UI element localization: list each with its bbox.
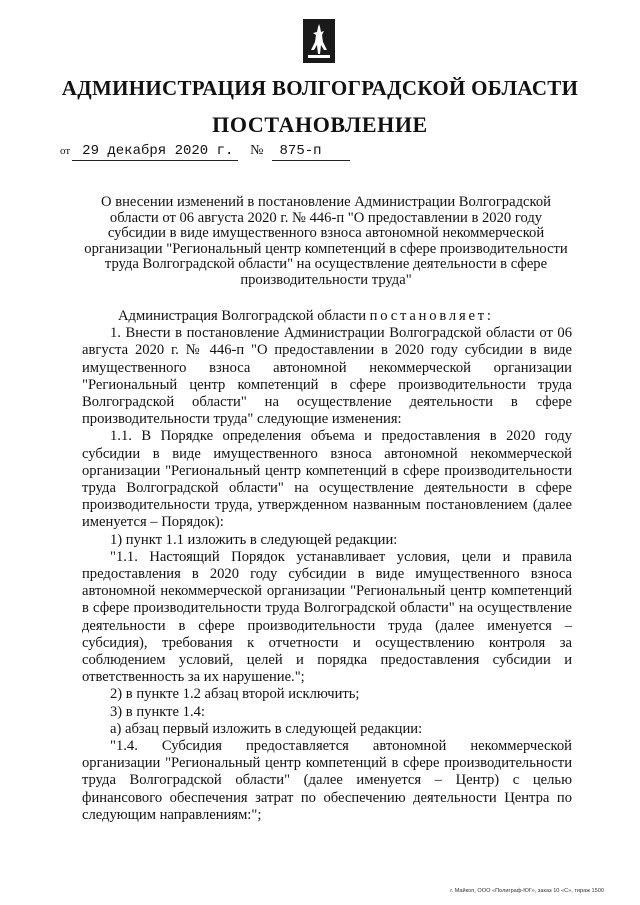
print-imprint: г. Майкоп, ООО «Полиграф-ЮГ», заказ 10 «С», тираж 1500 — [450, 888, 604, 894]
body-paragraph: "1.4. Субсидия предоставляется автономной некоммерческой организации "Региональный центр компетенций в сфере производительности труда Волгоградской области" (далее именуется – Центр) с целью финансового обеспечения затрат по обеспечению деятельности Центра по следующим направлениям:"; — [82, 738, 572, 823]
body-paragraph: 3) в пункте 1.4: — [110, 703, 205, 720]
body-paragraph: 1. Внести в постановление Администрации Волгоградской области от 06 августа 2020 г. № 446-п "О предоставлении в 2020 году субсидии в виде имущественного взноса автономной некоммерческой организации "Региональный центр компетенций в сфере производительности труда Волгоградской области" на осуществление деятельности в сфере производительности труда" следующие изменения: — [82, 325, 572, 428]
body-paragraph: "1.1. Настоящий Порядок устанавливает условия, цели и правила предоставления в 2020 году субсидии в виде имущественного взноса автономной некоммерческой организации "Региональный центр компетенций в сфере производительности труда Волгоградской области" на осуществление деятельности в сфере производительности труда (далее именуется – субсидия), требования к отчетности и осуществлению контроля за соблюдением условий, целей и порядка предоставления субсидии и ответственность за их нарушение."; — [82, 548, 572, 686]
document-date: 29 декабря 2020 г. — [72, 143, 238, 161]
document-type-title: ПОСТАНОВЛЕНИЕ — [212, 112, 428, 137]
document-body — [82, 308, 572, 824]
body-paragraph: а) абзац первый изложить в следующей редакции: — [110, 720, 423, 737]
intro-prefix: Администрация Волгоградской области — [118, 308, 367, 324]
number-sign-label: № — [250, 143, 264, 158]
body-paragraph: 1) пункт 1.1 изложить в следующей редакции: — [110, 531, 398, 548]
date-number-line — [60, 143, 350, 161]
organization-title: АДМИНИСТРАЦИЯ ВОЛГОГРАДСКОЙ ОБЛАСТИ — [61, 76, 579, 100]
body-paragraph: 1.1. В Порядке определения объема и предоставления в 2020 году субсидии в виде имущественного взноса автономной некоммерческой организации "Региональный центр компетенций в сфере производительности труда Волгоградской области" на осуществление деятельности в сфере производительности труда, утвержденном названным постановлением (далее именуется – Порядок): — [82, 428, 572, 531]
body-paragraph: 2) в пункте 1.2 абзац второй исключить; — [110, 686, 360, 703]
document-number: 875-п — [272, 143, 350, 161]
date-from-label: от — [60, 145, 71, 157]
resolution-intro — [82, 308, 572, 325]
document-subject: О внесении изменений в постановление Администрации Волгоградской области от 06 августа 2020 г. № 446-п "О предоставлении в 2020 году субсидии в виде имущественного взноса автономной некоммерческой организации "Региональный центр компетенций в сфере производительности труда Волгоградской области" на осуществление деятельности в сфере производительности труда" — [84, 194, 568, 288]
volgograd-coat-of-arms-icon — [302, 18, 336, 64]
intro-resolves: постановляет: — [369, 308, 494, 324]
